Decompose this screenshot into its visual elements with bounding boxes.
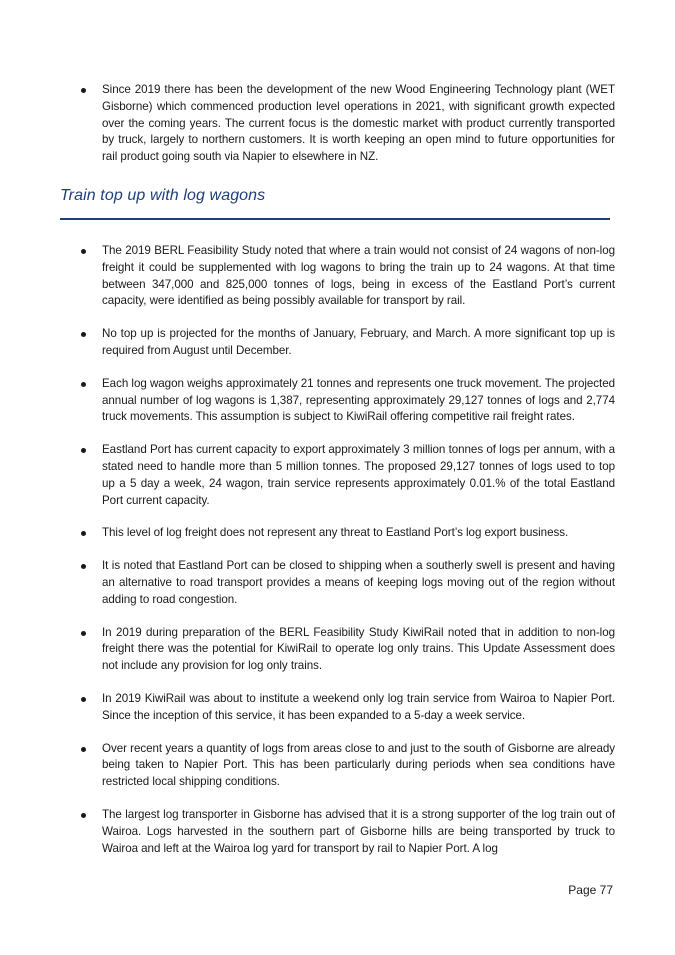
list-item (80, 691, 615, 725)
intro-bullet-list (80, 82, 615, 182)
bullet-icon (81, 813, 86, 818)
list-item (80, 326, 615, 360)
bullet-icon (81, 747, 86, 752)
list-item (80, 82, 615, 166)
bullet-text: In 2019 during preparation of the BERL Feasibility Study KiwiRail noted that in addition to non-log freight there was the potential for KiwiRail to operate log only trains. This Update Assessment does not include any provision for log only trains. (102, 625, 615, 673)
bullet-text: Over recent years a quantity of logs from areas close to and just to the south of Gisborne are already being taken to Napier Port. This has been particularly during periods when sea conditions have restricted local shipping conditions. (102, 741, 615, 789)
bullet-text: The largest log transporter in Gisborne has advised that it is a strong supporter of the log train out of Wairoa. Logs harvested in the southern part of Gisborne hills are being transported by truck to Wairoa and left at the Wairoa log yard for transport by rail to Napier Port. A log (102, 807, 615, 855)
bullet-icon (81, 249, 86, 254)
bullet-icon (81, 631, 86, 636)
bullet-text: In 2019 KiwiRail was about to institute a weekend only log train service from Wairoa to Napier Port. Since the inception of this service, it has been expanded to a 5-day a week service. (102, 691, 615, 722)
list-item (80, 525, 615, 542)
bullet-icon (81, 531, 86, 536)
bullet-text: No top up is projected for the months of January, February, and March. A more significant top up is required from August until December. (102, 327, 615, 357)
list-item (80, 243, 615, 310)
section-divider (60, 218, 610, 220)
bullet-text: Each log wagon weighs approximately 21 tonnes and represents one truck movement. The projected annual number of log wagons is 1,387, representing approximately 29,127 tonnes of logs and 2,774 truck movements. This assumption is subject to KiwiRail offering competitive rail freight rates. (102, 376, 615, 424)
bullet-text: The 2019 BERL Feasibility Study noted that where a train would not consist of 24 wagons of non-log freight it could be supplemented with log wagons to bring the train up to 24 wagons. At that time between 347,000 and 825,000 tonnes of logs, being in excess of the Eastland Port’s current capacity, were identified as being possibly available for transport by rail. (102, 244, 615, 308)
bullet-icon (81, 448, 86, 453)
section-bullet-list (80, 243, 615, 873)
bullet-text: This level of log freight does not represent any threat to Eastland Port’s log export business. (102, 526, 569, 540)
bullet-icon (81, 564, 86, 569)
list-item (80, 376, 615, 426)
bullet-text: Since 2019 there has been the development of the new Wood Engineering Technology plant (WET Gisborne) which commenced production level operations in 2021, with significant growth expected over the coming years. The current focus is the domestic market with product currently transported by truck, largely to northern customers. It is worth keeping an open mind to future opportunities for rail product going south via Napier to elsewhere in NZ. (102, 83, 615, 164)
list-item (80, 558, 615, 608)
bullet-icon (81, 88, 86, 93)
list-item (80, 625, 615, 675)
bullet-icon (81, 332, 86, 337)
list-item (80, 442, 615, 509)
page-number: Page 77 (568, 883, 613, 897)
bullet-icon (81, 382, 86, 387)
bullet-text: Eastland Port has current capacity to export approximately 3 million tonnes of logs per annum, with a stated need to handle more than 5 million tonnes. The proposed 29,127 tonnes of logs used to top up a 5 day a week, 24 wagon, train service represents approximately 0.01.% of the total Eastland Port current capacity. (102, 443, 615, 507)
bullet-icon (81, 697, 86, 702)
section-heading: Train top up with log wagons (60, 187, 266, 204)
list-item (80, 741, 615, 791)
bullet-text: It is noted that Eastland Port can be closed to shipping when a southerly swell is present and having an alternative to road transport provides a means of keeping logs moving out of the region without adding to road congestion. (102, 559, 615, 606)
list-item (80, 807, 615, 857)
